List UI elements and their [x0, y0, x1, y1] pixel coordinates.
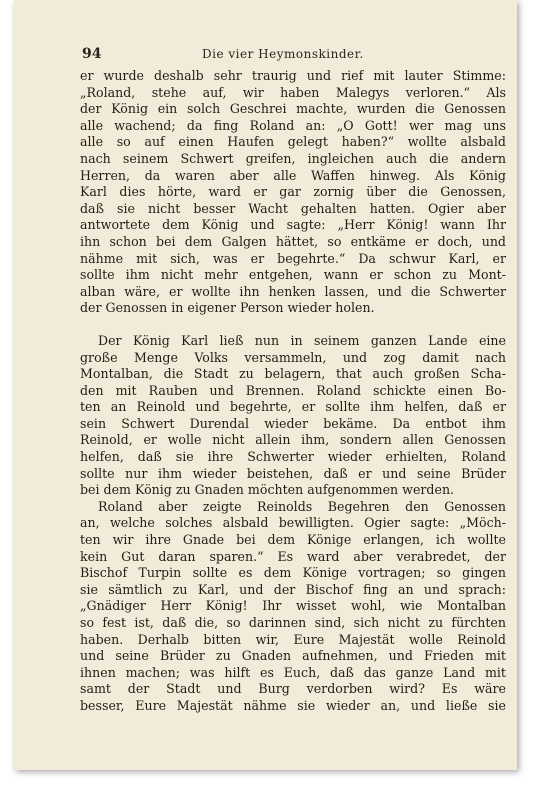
text-line: „Roland, stehe auf, wir haben Malegys verloren.“ Als — [80, 84, 506, 100]
text-line: so fest ist, daß die, so darinnen sind, sich nicht zu fürchten — [80, 615, 506, 630]
text-line: Montalban, die Stadt zu belagern, that auch großen Scha- — [80, 366, 506, 382]
text-line: samt der Stadt und Burg verdorben wird? Es wäre — [80, 681, 506, 697]
text-line: an, welche solches alsbald bewilligten. Ogier sagte: „Möch- — [80, 515, 506, 531]
text-line: helfen, daß sie ihre Schwerter wieder erhielten, Roland — [80, 449, 506, 465]
text-line: kein Gut daran sparen.“ Es ward aber verabredet, der — [80, 548, 506, 564]
text-line: Bischof Turpin sollte es dem Könige vortragen; so gingen — [80, 565, 506, 581]
text-line: sollte ihm nicht mehr entgehen, wann er schon zu Mont- — [80, 267, 506, 283]
paragraph-gap — [80, 317, 506, 333]
book-page — [14, 0, 517, 770]
text-line: nach seinem Schwert greifen, ingleichen auch die andern — [80, 150, 506, 166]
body-text — [80, 68, 506, 715]
text-line: alban wäre, er wollte ihn henken lassen, und die Schwerter — [80, 283, 506, 299]
text-line: alle wachend; da fing Roland an: „O Gott! wer mag uns — [80, 117, 506, 133]
text-line: der Genossen in eigener Person wieder holen. — [80, 300, 375, 316]
text-line: „Gnädiger Herr König! Ihr wisset wohl, wie Montalban — [80, 598, 506, 614]
text-line: haben. Derhalb bitten wir, Eure Majestät wolle Reinold — [80, 631, 506, 647]
text-line: sie sämtlich zu Karl, und der Bischof fing an und sprach: — [80, 581, 506, 597]
text-line: Reinold, er wolle nicht allein ihm, sondern allen Genossen — [80, 432, 506, 448]
text-line: daß sie nicht besser Wacht gehalten hatten. Ogier aber — [80, 200, 506, 216]
text-line: ihn schon bei dem Galgen hättet, so entkäme er doch, und — [80, 233, 506, 249]
text-line: Roland aber zeigte Reinolds Begehren den Genossen — [98, 498, 506, 514]
text-line: und seine Brüder zu Gnaden aufnehmen, und Frieden mit — [80, 648, 506, 664]
text-line: Karl dies hörte, ward er gar zornig über die Genossen, — [80, 184, 506, 200]
paragraph-1 — [80, 68, 506, 317]
text-line: Der König Karl ließ nun in seinem ganzen Lande eine — [98, 332, 506, 348]
paragraph-3 — [80, 499, 506, 715]
text-line: Herren, da waren aber alle Waffen hinweg. Als König — [80, 167, 506, 183]
text-line: bei dem König zu Gnaden möchten aufgenommen werden. — [80, 482, 455, 498]
text-line: den mit Rauben und Brennen. Roland schickte einen Bo- — [80, 382, 506, 398]
text-line: ten wir ihre Gnade bei dem Könige erlangen, ich wollte — [80, 532, 506, 548]
text-line: alle so auf einen Haufen gelegt haben?“ wollte alsbald — [80, 134, 506, 150]
text-line: sein Schwert Durendal wieder bekäme. Da entbot ihm — [80, 415, 506, 431]
text-line: große Menge Volks versammeln, und zog damit nach — [80, 349, 506, 365]
text-line: sollte nur ihm wieder beistehen, daß er und seine Brüder — [80, 465, 506, 481]
text-line: er wurde deshalb sehr traurig und rief mit lauter Stimme: — [80, 68, 506, 83]
paragraph-2 — [80, 333, 506, 499]
text-line: antwortete dem König und sagte: „Herr König! wann Ihr — [80, 217, 506, 233]
page-header — [82, 46, 502, 64]
text-line: der König ein solch Geschrei machte, wurden die Genossen — [80, 101, 506, 117]
text-line: besser, Eure Majestät nähme sie wieder an, und ließe sie — [80, 697, 506, 713]
page-number: 94 — [82, 46, 102, 62]
text-line: nähme mit sich, was er begehrte.“ Da schwur Karl, er — [80, 250, 506, 266]
running-title: Die vier Heymonskinder. — [202, 47, 364, 61]
text-line: ten an Reinold und begehrte, er sollte ihm helfen, daß er — [80, 399, 506, 415]
text-line: ihnen machen; was hilft es Euch, daß das ganze Land mit — [80, 664, 506, 680]
